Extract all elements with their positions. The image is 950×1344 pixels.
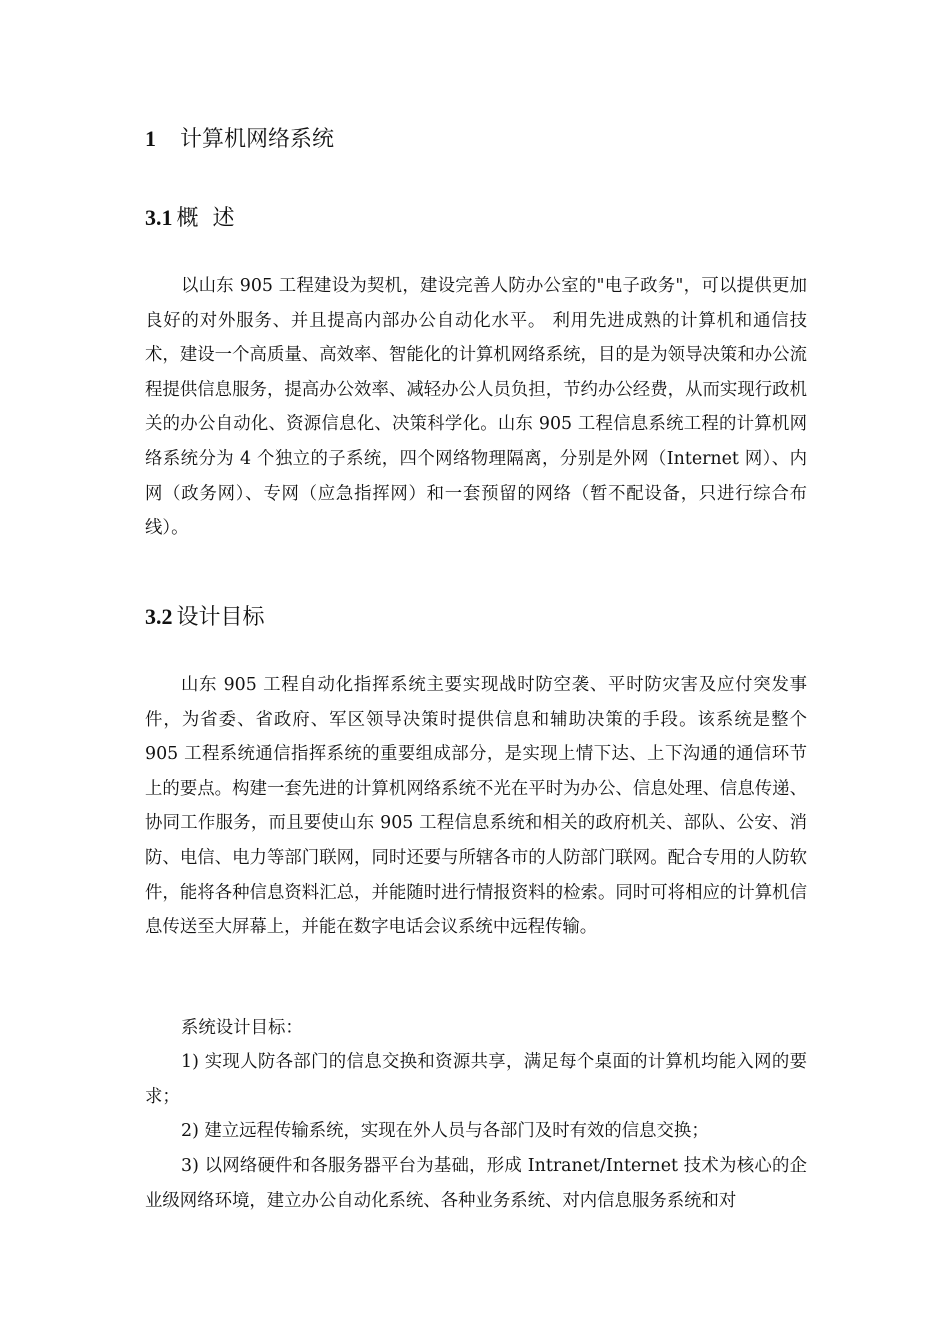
section-title: 设计目标 <box>176 605 265 630</box>
section-number: 3.2 <box>145 604 173 629</box>
design-goal-item-1: 1) 实现人防各部门的信息交换和资源共享，满足每个桌面的计算机均能入网的要求； <box>145 1052 807 1107</box>
section-3-1-paragraph: 以山东 905 工程建设为契机，建设完善人防办公室的"电子政务"，可以提供更加良好的对外服务、并且提高内部办公自动化水平。 利用先进成熟的计算机和通信技术，建设一个高质量、高效率、智能化的计算机网络系统，目的是为领导决策和办公流程提供信息服务，提高办公效率、减轻办公人员负担，节约办公经费，从而实现行政机关的办公自动化、资源信息化、决策科学化。山东 905 工程信息系统工程的计算机网络系统分为 4 个独立的子系统，四个网络物理隔离，分别是外网（Internet 网）、内网（政务网）、专网（应急指挥网）和一套预留的网络（暂不配设备，只进行综合布线）。 <box>145 276 807 539</box>
design-goal-item-3: 3) 以网络硬件和各服务器平台为基础，形成 Intranet/Internet 技术为核心的企业级网络环境，建立办公自动化系统、各种业务系统、对内信息服务系统和对 <box>145 1156 807 1211</box>
section-heading-3-2 <box>145 602 265 633</box>
design-goal-item-2: 2) 建立远程传输系统，实现在外人员与各部门及时有效的信息交换； <box>181 1121 709 1141</box>
section-3-2-paragraph: 山东 905 工程自动化指挥系统主要实现战时防空袭、平时防灾害及应付突发事件，为省委、省政府、军区领导决策时提供信息和辅助决策的手段。该系统是整个 905 工程系统通信指挥系统的重要组成部分，是实现上情下达、上下沟通的通信环节上的要点。构建一套先进的计算机网络系统不光在平时为办公、信息处理、信息传递、协同工作服务，而且要使山东 905 工程信息系统和相关的政府机关、部队、公安、消防、电信、电力等部门联网，同时还要与所辖各市的人防部门联网。配合专用的人防软件，能将各种信息资料汇总，并能随时进行情报资料的检索。同时可将相应的计算机信息传送至大屏幕上，并能在数字电话会议系统中远程传输。 <box>145 675 807 938</box>
chapter-number: 1 <box>145 126 156 151</box>
design-goals-intro: 系统设计目标： <box>181 1018 303 1038</box>
chapter-title: 计算机网络系统 <box>180 127 335 152</box>
section-title: 概 述 <box>176 206 235 231</box>
section-number: 3.1 <box>145 205 173 230</box>
chapter-heading <box>145 124 334 155</box>
section-heading-3-1 <box>145 203 235 234</box>
